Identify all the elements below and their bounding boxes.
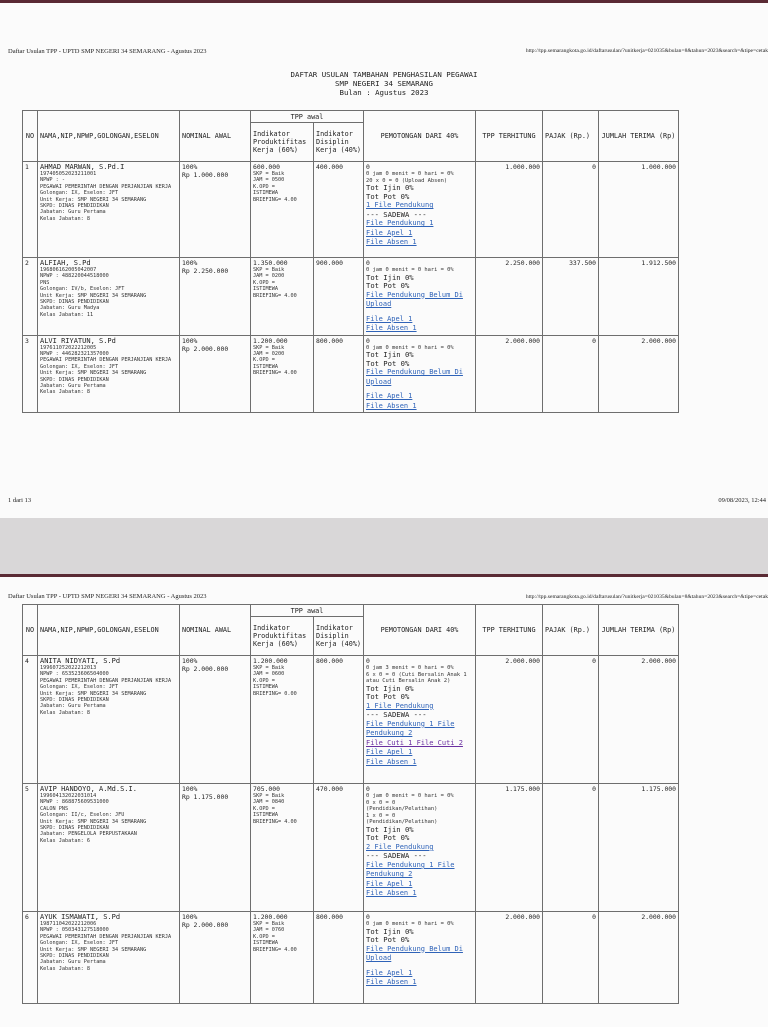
employee-npwp: NPWP : 868875609531000 (40, 799, 109, 806)
nominal-amount: Rp 1.000.000 (182, 171, 229, 179)
pajak-value: 0 (543, 656, 599, 784)
produktifitas-skp: SKP = Baik (253, 344, 285, 351)
row-no: 2 (23, 258, 38, 336)
file-absen-link[interactable]: File Absen 1 (366, 238, 417, 247)
employee-skpd: SKPD: DINAS PENDIDIKAN (40, 953, 109, 960)
row-no: 5 (23, 784, 38, 912)
potongan-value: 0 (366, 259, 370, 267)
nominal-cell (180, 162, 251, 258)
produktifitas-kopd: K.OPD = (253, 183, 275, 190)
table-row (23, 258, 764, 336)
potongan-cell (364, 258, 476, 336)
produktifitas-briefing: BRIEFING= 4.00 (253, 292, 297, 299)
sadewa-separator: --- SADEWA --- (366, 851, 427, 861)
file-absen-link[interactable]: File Absen 1 (366, 978, 417, 987)
total-ijin: Tot Ijin 0% (366, 272, 414, 282)
produktifitas-briefing: BRIEFING= 4.00 (253, 946, 297, 953)
nominal-cell (180, 656, 251, 784)
nominal-cell (180, 784, 251, 912)
file-pendukung-count-link[interactable]: 2 File Pendukung (366, 842, 434, 851)
file-pendukung-missing-link[interactable]: File Pendukung Belum Di Upload (366, 368, 463, 386)
total-ijin: Tot Ijin 0% (366, 350, 414, 360)
employee-golongan: Golongan: IX, Eselon: JFT (40, 940, 119, 947)
sadewa-separator: --- SADEWA --- (366, 209, 427, 219)
col-no: NO (23, 605, 38, 656)
potongan-detail: 0 jam 0 menit = 0 hari = 0% (366, 793, 454, 799)
employee-status: PEGAWAI PEMERINTAH DENGAN PERJANJIAN KERJA (40, 677, 172, 684)
table-row (23, 162, 764, 258)
employee-name: ALVI RIYATUN, S.Pd (40, 336, 116, 345)
employee-golongan: Golongan: IX, Eselon: JFT (40, 684, 119, 691)
file-apel-link[interactable]: File Apel 1 (366, 314, 413, 323)
produktifitas-briefing: BRIEFING= 4.00 (253, 818, 297, 825)
total-potongan: Tot Pot 0% (366, 833, 410, 843)
employee-npwp: NPWP : - (40, 177, 65, 184)
employee-cell (38, 335, 180, 413)
produktifitas-jam: JAM = 0500 (253, 177, 285, 184)
employee-status: PNS (40, 279, 50, 286)
produktifitas-cell (251, 656, 314, 784)
jumlah-terima: 2.000.000 (599, 912, 679, 1004)
produktifitas-briefing: BRIEFING= 4.00 (253, 196, 297, 203)
nominal-cell (180, 258, 251, 336)
total-ijin: Tot Ijin 0% (366, 183, 414, 193)
disiplin-value: 800.000 (314, 912, 364, 1004)
employee-jabatan: Jabatan: Guru Pertama (40, 209, 106, 216)
employee-name: ANITA NIDYATI, S.Pd (40, 657, 121, 665)
nominal-amount: Rp 1.175.000 (182, 793, 229, 801)
table-row (23, 784, 764, 912)
employee-unit: Unit Kerja: SMP NEGERI 34 SEMARANG (40, 818, 147, 825)
sadewa-separator: --- SADEWA --- (366, 710, 427, 720)
produktifitas-jam: JAM = 0200 (253, 273, 285, 280)
potongan-cell (364, 656, 476, 784)
employee-nip: 199604132022031014 (40, 793, 97, 799)
nominal-cell (180, 335, 251, 413)
tpp-terhitung: 1.000.000 (476, 162, 543, 258)
employee-cell (38, 258, 180, 336)
print-header-title: Daftar Usulan TPP - UPTD SMP NEGERI 34 SEMARANG - Agustus 2023 (8, 593, 207, 600)
file-apel-link[interactable]: File Apel 1 (366, 968, 413, 977)
employee-name: AYUK ISMAWATI, S.Pd (40, 913, 121, 921)
file-absen-link[interactable]: File Absen 1 (366, 401, 417, 410)
nominal-percent: 100% (182, 657, 198, 665)
produktifitas-rating: ISTIMEWA (253, 684, 278, 691)
document-title: DAFTAR USULAN TAMBAHAN PENGHASILAN PEGAWAI (290, 70, 478, 79)
employee-kelas: Kelas Jabatan: 8 (40, 965, 90, 972)
page-counter: 1 dari 13 (8, 497, 32, 504)
row-no: 6 (23, 912, 38, 1004)
nominal-percent: 100% (182, 913, 198, 921)
potongan-cell (364, 912, 476, 1004)
potongan-detail: (Pendidikan/Pelatihan) (366, 819, 438, 826)
produktifitas-rating: ISTIMEWA (253, 190, 278, 197)
employee-cell (38, 656, 180, 784)
employee-cell (38, 784, 180, 912)
total-ijin: Tot Ijin 0% (366, 926, 414, 936)
col-disiplin: Indikator Disiplin Kerja (40%) (314, 123, 364, 162)
nominal-amount: Rp 2.000.000 (182, 921, 229, 929)
produktifitas-cell (251, 162, 314, 258)
produktifitas-skp: SKP = Baik (253, 665, 285, 671)
produktifitas-rating: ISTIMEWA (253, 812, 278, 819)
total-potongan: Tot Pot 0% (366, 935, 410, 945)
produktifitas-rating: ISTIMEWA (253, 286, 278, 293)
produktifitas-jam: JAM = 0840 (253, 799, 285, 806)
employee-unit: Unit Kerja: SMP NEGERI 34 SEMARANG (40, 292, 147, 299)
employee-name: AVIP HANDOYO, A.Md.S.I. (40, 785, 137, 793)
nominal-percent: 100% (182, 163, 198, 171)
potongan-detail: 6 x 0 = 0 (Cuti Bersalin Anak 1 atau Cuti Bersalin Anak 2) (366, 671, 467, 685)
employee-status: CALON PNS (40, 805, 69, 812)
table-row (23, 912, 764, 1004)
print-timestamp: 09/08/2023, 12:44 (718, 497, 766, 504)
file-pendukung-link[interactable]: File Pendukung 1 File Pendukung 2 (366, 719, 455, 738)
produktifitas-cell (251, 335, 314, 413)
produktifitas-kopd: K.OPD = (253, 357, 275, 364)
employee-jabatan: Jabatan: Guru Madya (40, 305, 100, 312)
tpp-table-page-1 (22, 110, 764, 413)
nominal-percent: 100% (182, 259, 198, 267)
potongan-cell (364, 335, 476, 413)
potongan-detail: 0 jam 0 menit = 0 hari = 0% (366, 171, 454, 177)
file-apel-link[interactable]: File Apel 1 (366, 879, 413, 888)
employee-jabatan: Jabatan: Guru Pertama (40, 959, 106, 966)
file-absen-link[interactable]: File Absen 1 (366, 757, 417, 766)
table-row (23, 335, 764, 413)
employee-kelas: Kelas Jabatan: 8 (40, 709, 90, 716)
row-no: 1 (23, 162, 38, 258)
produktifitas-value: 705.000 (253, 785, 280, 793)
potongan-detail: 0 jam 0 menit = 0 hari = 0% (366, 267, 454, 273)
nominal-percent: 100% (182, 336, 198, 345)
produktifitas-jam: JAM = 0200 (253, 351, 285, 357)
employee-golongan: Golongan: IX, Eselon: JFT (40, 190, 119, 197)
potongan-detail: 0 jam 0 menit = 0 hari = 0% (366, 921, 454, 927)
report-period: Bulan : Agustus 2023 (339, 88, 429, 97)
potongan-cell (364, 162, 476, 258)
col-potongan: PEMOTONGAN DARI 40% (364, 605, 476, 656)
pajak-value: 337.500 (543, 258, 599, 336)
produktifitas-kopd: K.OPD = (253, 933, 275, 940)
file-apel-link[interactable]: File Apel 1 (366, 228, 413, 237)
tpp-terhitung: 2.250.000 (476, 258, 543, 336)
tpp-table-page-2 (22, 604, 764, 1004)
employee-kelas: Kelas Jabatan: 8 (40, 215, 90, 222)
produktifitas-value: 1.200.000 (253, 336, 288, 345)
potongan-detail: 0 x 0 = 0 (366, 799, 396, 806)
potongan-detail: 0 jam 0 menit = 0 hari = 0% (366, 344, 454, 351)
file-pendukung-missing-link[interactable]: File Pendukung Belum Di Upload (366, 944, 463, 963)
disiplin-value: 900.000 (314, 258, 364, 336)
nominal-percent: 100% (182, 785, 198, 793)
produktifitas-value: 600.000 (253, 163, 280, 171)
potongan-cell (364, 784, 476, 912)
employee-status: PEGAWAI PEMERINTAH DENGAN PERJANJIAN KERJA (40, 933, 172, 940)
employee-unit: Unit Kerja: SMP NEGERI 34 SEMARANG (40, 196, 147, 203)
employee-cell (38, 162, 180, 258)
employee-kelas: Kelas Jabatan: 11 (40, 311, 94, 318)
employee-status: PEGAWAI PEMERINTAH DENGAN PERJANJIAN KERJA (40, 357, 172, 364)
employee-kelas: Kelas Jabatan: 6 (40, 837, 90, 844)
jumlah-terima: 2.000.000 (599, 335, 679, 413)
produktifitas-rating: ISTIMEWA (253, 363, 278, 370)
produktifitas-briefing: BRIEFING= 0.00 (253, 690, 297, 697)
pajak-value: 0 (543, 784, 599, 912)
col-terhitung: TPP TERHITUNG (476, 605, 543, 656)
school-name: SMP NEGERI 34 SEMARANG (335, 79, 433, 88)
potongan-value: 0 (366, 657, 370, 665)
employee-jabatan: Jabatan: Guru Pertama (40, 703, 106, 710)
nominal-amount: Rp 2.250.000 (182, 267, 229, 275)
col-nominal: NOMINAL AWAL (180, 605, 251, 656)
employee-kelas: Kelas Jabatan: 8 (40, 389, 90, 396)
disiplin-value: 800.000 (314, 656, 364, 784)
produktifitas-value: 1.200.000 (253, 913, 288, 921)
produktifitas-skp: SKP = Baik (253, 921, 285, 927)
col-tpp-awal: TPP awal (251, 111, 364, 123)
employee-jabatan: Jabatan: Guru Pertama (40, 383, 106, 390)
file-apel-link[interactable]: File Apel 1 (366, 748, 413, 757)
produktifitas-skp: SKP = Baik (253, 171, 285, 177)
col-terhitung: TPP TERHITUNG (476, 111, 543, 162)
employee-nip: 196806162005042007 (40, 267, 97, 273)
produktifitas-jam: JAM = 0600 (253, 671, 285, 678)
total-potongan: Tot Pot 0% (366, 281, 410, 291)
employee-name: ALFIAH, S.Pd (40, 259, 91, 267)
produktifitas-kopd: K.OPD = (253, 677, 275, 684)
file-pendukung-count-link[interactable]: 1 File Pendukung (366, 701, 434, 710)
employee-jabatan: Jabatan: PENGELOLA PERPUSTAKAAN (40, 831, 137, 838)
col-disiplin: Indikator Disiplin Kerja (40%) (314, 617, 364, 656)
table-row (23, 656, 764, 784)
produktifitas-jam: JAM = 0760 (253, 927, 285, 934)
produktifitas-skp: SKP = Baik (253, 267, 285, 273)
col-nama: NAMA,NIP,NPWP,GOLONGAN,ESELON (38, 605, 180, 656)
print-header-url: http://tpp.semarangkota.go.id/daftarusulan/?unitkerja=021035&bulan=8&tahun=2023&search=&tipe=cetak (525, 594, 768, 600)
potongan-value: 0 (366, 785, 370, 793)
col-nama: NAMA,NIP,NPWP,GOLONGAN,ESELON (38, 111, 180, 162)
employee-name: AHMAD MARWAN, S.Pd.I (40, 163, 125, 171)
pajak-value: 0 (543, 162, 599, 258)
employee-unit: Unit Kerja: SMP NEGERI 34 SEMARANG (40, 946, 147, 953)
print-header-url: http://tpp.semarangkota.go.id/daftarusulan/?unitkerja=021035&bulan=8&tahun=2023&search=&tipe=cetak (525, 48, 768, 54)
file-cuti-link[interactable]: File Cuti 1 File Cuti 2 (366, 738, 463, 747)
employee-golongan: Golongan: IV/b, Eselon: JFT (40, 286, 125, 293)
col-no: NO (23, 111, 38, 162)
tpp-terhitung: 2.000.000 (476, 656, 543, 784)
print-header-title: Daftar Usulan TPP - UPTD SMP NEGERI 34 SEMARANG - Agustus 2023 (8, 48, 207, 55)
file-pendukung-link[interactable]: File Pendukung 1 File Pendukung 2 (366, 860, 455, 879)
page-gap (0, 518, 768, 574)
tpp-terhitung: 2.000.000 (476, 335, 543, 413)
employee-skpd: SKPD: DINAS PENDIDIKAN (40, 203, 109, 210)
file-pendukung-count-link[interactable]: 1 File Pendukung (366, 201, 434, 210)
jumlah-terima: 2.000.000 (599, 656, 679, 784)
pajak-value: 0 (543, 335, 599, 413)
employee-npwp: NPWP : 446282321357000 (40, 351, 109, 357)
employee-unit: Unit Kerja: SMP NEGERI 34 SEMARANG (40, 690, 147, 697)
pajak-value: 0 (543, 912, 599, 1004)
disiplin-value: 800.000 (314, 335, 364, 413)
nominal-amount: Rp 2.000.000 (182, 344, 229, 353)
produktifitas-value: 1.200.000 (253, 657, 288, 665)
employee-skpd: SKPD: DINAS PENDIDIKAN (40, 697, 109, 704)
file-pendukung-link[interactable]: File Pendukung 1 (366, 219, 434, 228)
produktifitas-cell (251, 784, 314, 912)
col-pajak: PAJAK (Rp.) (543, 605, 599, 656)
col-produktifitas: Indikator Produktifitas Kerja (60%) (251, 617, 314, 656)
print-page-2 (0, 574, 768, 1027)
col-nominal: NOMINAL AWAL (180, 111, 251, 162)
employee-npwp: NPWP : 653523606504000 (40, 671, 109, 678)
row-no: 4 (23, 656, 38, 784)
row-no: 3 (23, 335, 38, 413)
produktifitas-value: 1.350.000 (253, 259, 288, 267)
employee-cell (38, 912, 180, 1004)
nominal-cell (180, 912, 251, 1004)
employee-nip: 197611072022212005 (40, 344, 97, 351)
total-potongan: Tot Pot 0% (366, 358, 410, 368)
disiplin-value: 400.000 (314, 162, 364, 258)
col-jumlah: JUMLAH TERIMA (Rp) (599, 605, 679, 656)
potongan-detail: 1 x 0 = 0 (366, 812, 396, 819)
employee-golongan: Golongan: II/c, Eselon: JFU (40, 812, 125, 819)
employee-npwp: NPWP : 050343127518000 (40, 927, 109, 934)
jumlah-terima: 1.175.000 (599, 784, 679, 912)
total-ijin: Tot Ijin 0% (366, 683, 414, 693)
file-pendukung-missing-link[interactable]: File Pendukung Belum Di Upload (366, 290, 463, 309)
total-potongan: Tot Pot 0% (366, 191, 410, 201)
file-absen-link[interactable]: File Absen 1 (366, 324, 417, 333)
employee-skpd: SKPD: DINAS PENDIDIKAN (40, 299, 109, 306)
produktifitas-cell (251, 912, 314, 1004)
produktifitas-briefing: BRIEFING= 4.00 (253, 370, 297, 377)
employee-nip: 198711042022212006 (40, 921, 97, 927)
file-apel-link[interactable]: File Apel 1 (366, 392, 413, 401)
potongan-detail: (Pendidikan/Pelatihan) (366, 806, 438, 813)
file-absen-link[interactable]: File Absen 1 (366, 889, 417, 898)
potongan-detail: 20 x 0 = 0 (Upload Absen) (366, 177, 448, 184)
employee-status: PEGAWAI PEMERINTAH DENGAN PERJANJIAN KERJA (40, 183, 172, 190)
potongan-detail: 0 jam 3 menit = 0 hari = 0% (366, 665, 454, 671)
jumlah-terima: 1.000.000 (599, 162, 679, 258)
employee-nip: 197405052023211001 (40, 171, 97, 177)
employee-skpd: SKPD: DINAS PENDIDIKAN (40, 825, 109, 832)
produktifitas-kopd: K.OPD = (253, 805, 275, 812)
total-potongan: Tot Pot 0% (366, 692, 410, 702)
col-tpp-awal: TPP awal (251, 605, 364, 617)
employee-unit: Unit Kerja: SMP NEGERI 34 SEMARANG (40, 370, 147, 377)
produktifitas-kopd: K.OPD = (253, 279, 275, 286)
produktifitas-skp: SKP = Baik (253, 793, 285, 799)
produktifitas-cell (251, 258, 314, 336)
potongan-value: 0 (366, 163, 370, 171)
col-jumlah: JUMLAH TERIMA (Rp) (599, 111, 679, 162)
employee-skpd: SKPD: DINAS PENDIDIKAN (40, 376, 109, 383)
nominal-amount: Rp 2.000.000 (182, 665, 229, 673)
disiplin-value: 470.000 (314, 784, 364, 912)
employee-npwp: NPWP : 488220044518000 (40, 273, 109, 280)
jumlah-terima: 1.912.500 (599, 258, 679, 336)
employee-nip: 199607252022212013 (40, 665, 97, 671)
total-ijin: Tot Ijin 0% (366, 824, 414, 834)
potongan-value: 0 (366, 913, 370, 921)
produktifitas-rating: ISTIMEWA (253, 940, 278, 947)
tpp-terhitung: 2.000.000 (476, 912, 543, 1004)
col-pajak: PAJAK (Rp.) (543, 111, 599, 162)
tpp-terhitung: 1.175.000 (476, 784, 543, 912)
col-produktifitas: Indikator Produktifitas Kerja (60%) (251, 123, 314, 162)
col-potongan: PEMOTONGAN DARI 40% (364, 111, 476, 162)
employee-golongan: Golongan: IX, Eselon: JFT (40, 363, 119, 370)
potongan-value: 0 (366, 336, 370, 345)
